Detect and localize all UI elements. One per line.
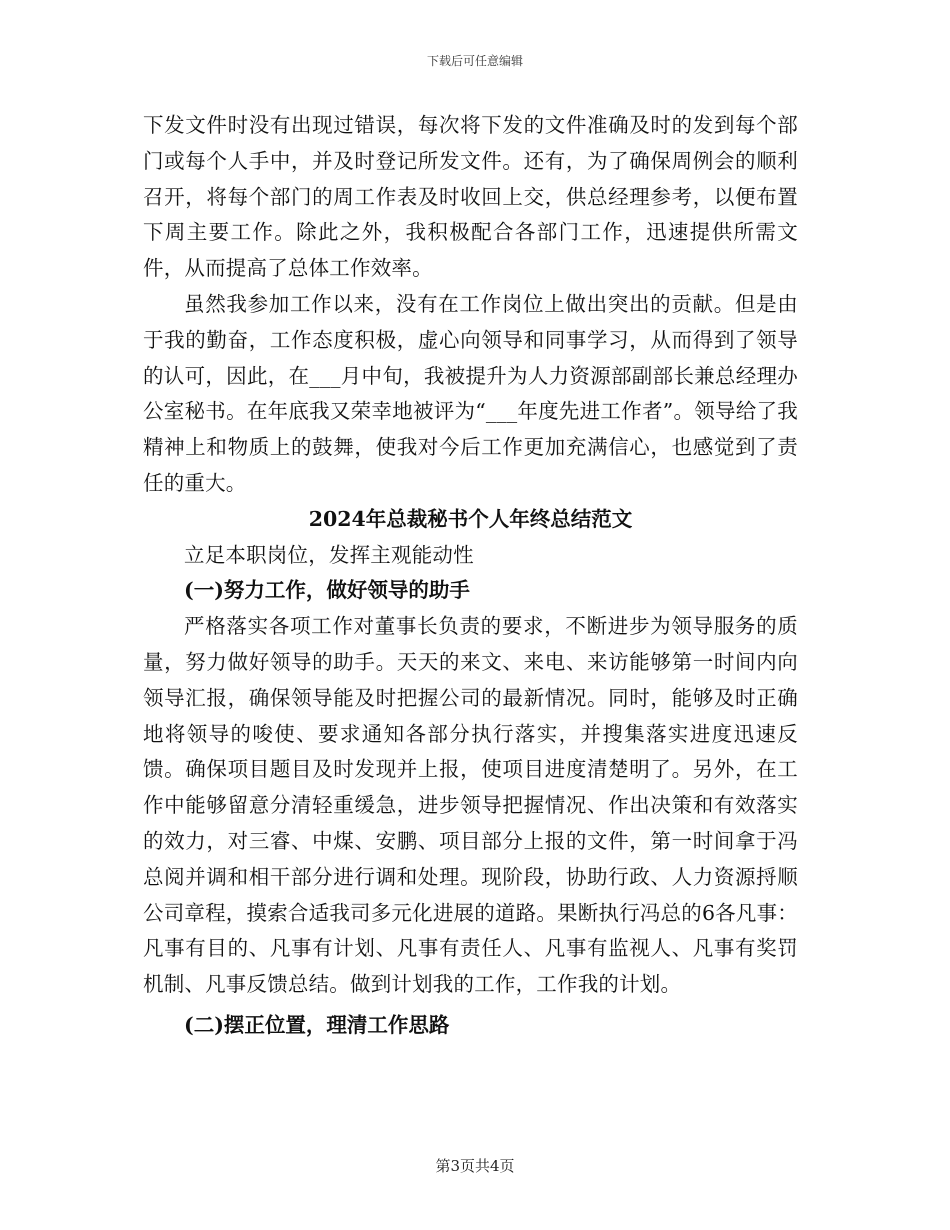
- section-heading-2: (二)摆正位置，理清工作思路: [184, 1012, 450, 1037]
- section-heading-1: (一)努力工作，做好领导的助手: [184, 578, 470, 603]
- page-footer: 第3页共4页: [435, 1157, 515, 1175]
- page-header: 下载后可任意编辑: [426, 54, 523, 68]
- paragraph-continuation: 下发文件时没有出现过错误，每次将下发的文件准确及时的发到每个部门或每个人手中，并及时登记所发文件。还有，为了确保周例会的顺利召开，将每个部门的周工作表及时收回上交，供总经理参考，以便布置下周主要工作。除此之外，我积极配合各部门工作，迅速提供所需文件，从而提高了总体工作效率。: [143, 113, 798, 281]
- document-title: 2024年总裁秘书个人年终总结范文: [308, 506, 633, 531]
- section-body-1: 严格落实各项工作对董事长负责的要求，不断进步为领导服务的质量，努力做好领导的助手。天天的来文、来电、来访能够第一时间内向领导汇报，确保领导能及时把握公司的最新情况。同时，能够及时正确地将领导的唆使、要求通知各部分执行落实，并搜集落实进度迅速反馈。确保项目题目及时发现并上报，使项目进度清楚明了。另外，在工作中能够留意分清轻重缓急，进步领导把握情况、作出决策和有效落实的效力，对三睿、中煤、安鹏、项目部分上报的文件，第一时间拿于冯总阅并调和相干部分进行调和处理。现阶段，协助行政、人力资源捋顺公司章程，摸索合适我司多元化进展的道路。果断执行冯总的6各凡事：凡事有目的、凡事有计划、凡事有责任人、凡事有监视人、凡事有奖罚机制、凡事反馈总结。做到计划我的工作，工作我的计划。: [143, 614, 798, 997]
- section-intro: 立足本职岗位，发挥主观能动性: [184, 542, 474, 567]
- paragraph-contribution: 虽然我参加工作以来，没有在工作岗位上做出突出的贡献。但是由于我的勤奋，工作态度积极，虚心向领导和同事学习，从而得到了领导的认可，因此，在___月中旬，我被提升为人力资源部副部长兼总经理办公室秘书。在年底我又荣幸地被评为“___年度先进工作者”。领导给了我精神上和物质上的鼓舞，使我对今后工作更加充满信心，也感觉到了责任的重大。: [143, 291, 798, 495]
- document-body: [143, 108, 798, 1044]
